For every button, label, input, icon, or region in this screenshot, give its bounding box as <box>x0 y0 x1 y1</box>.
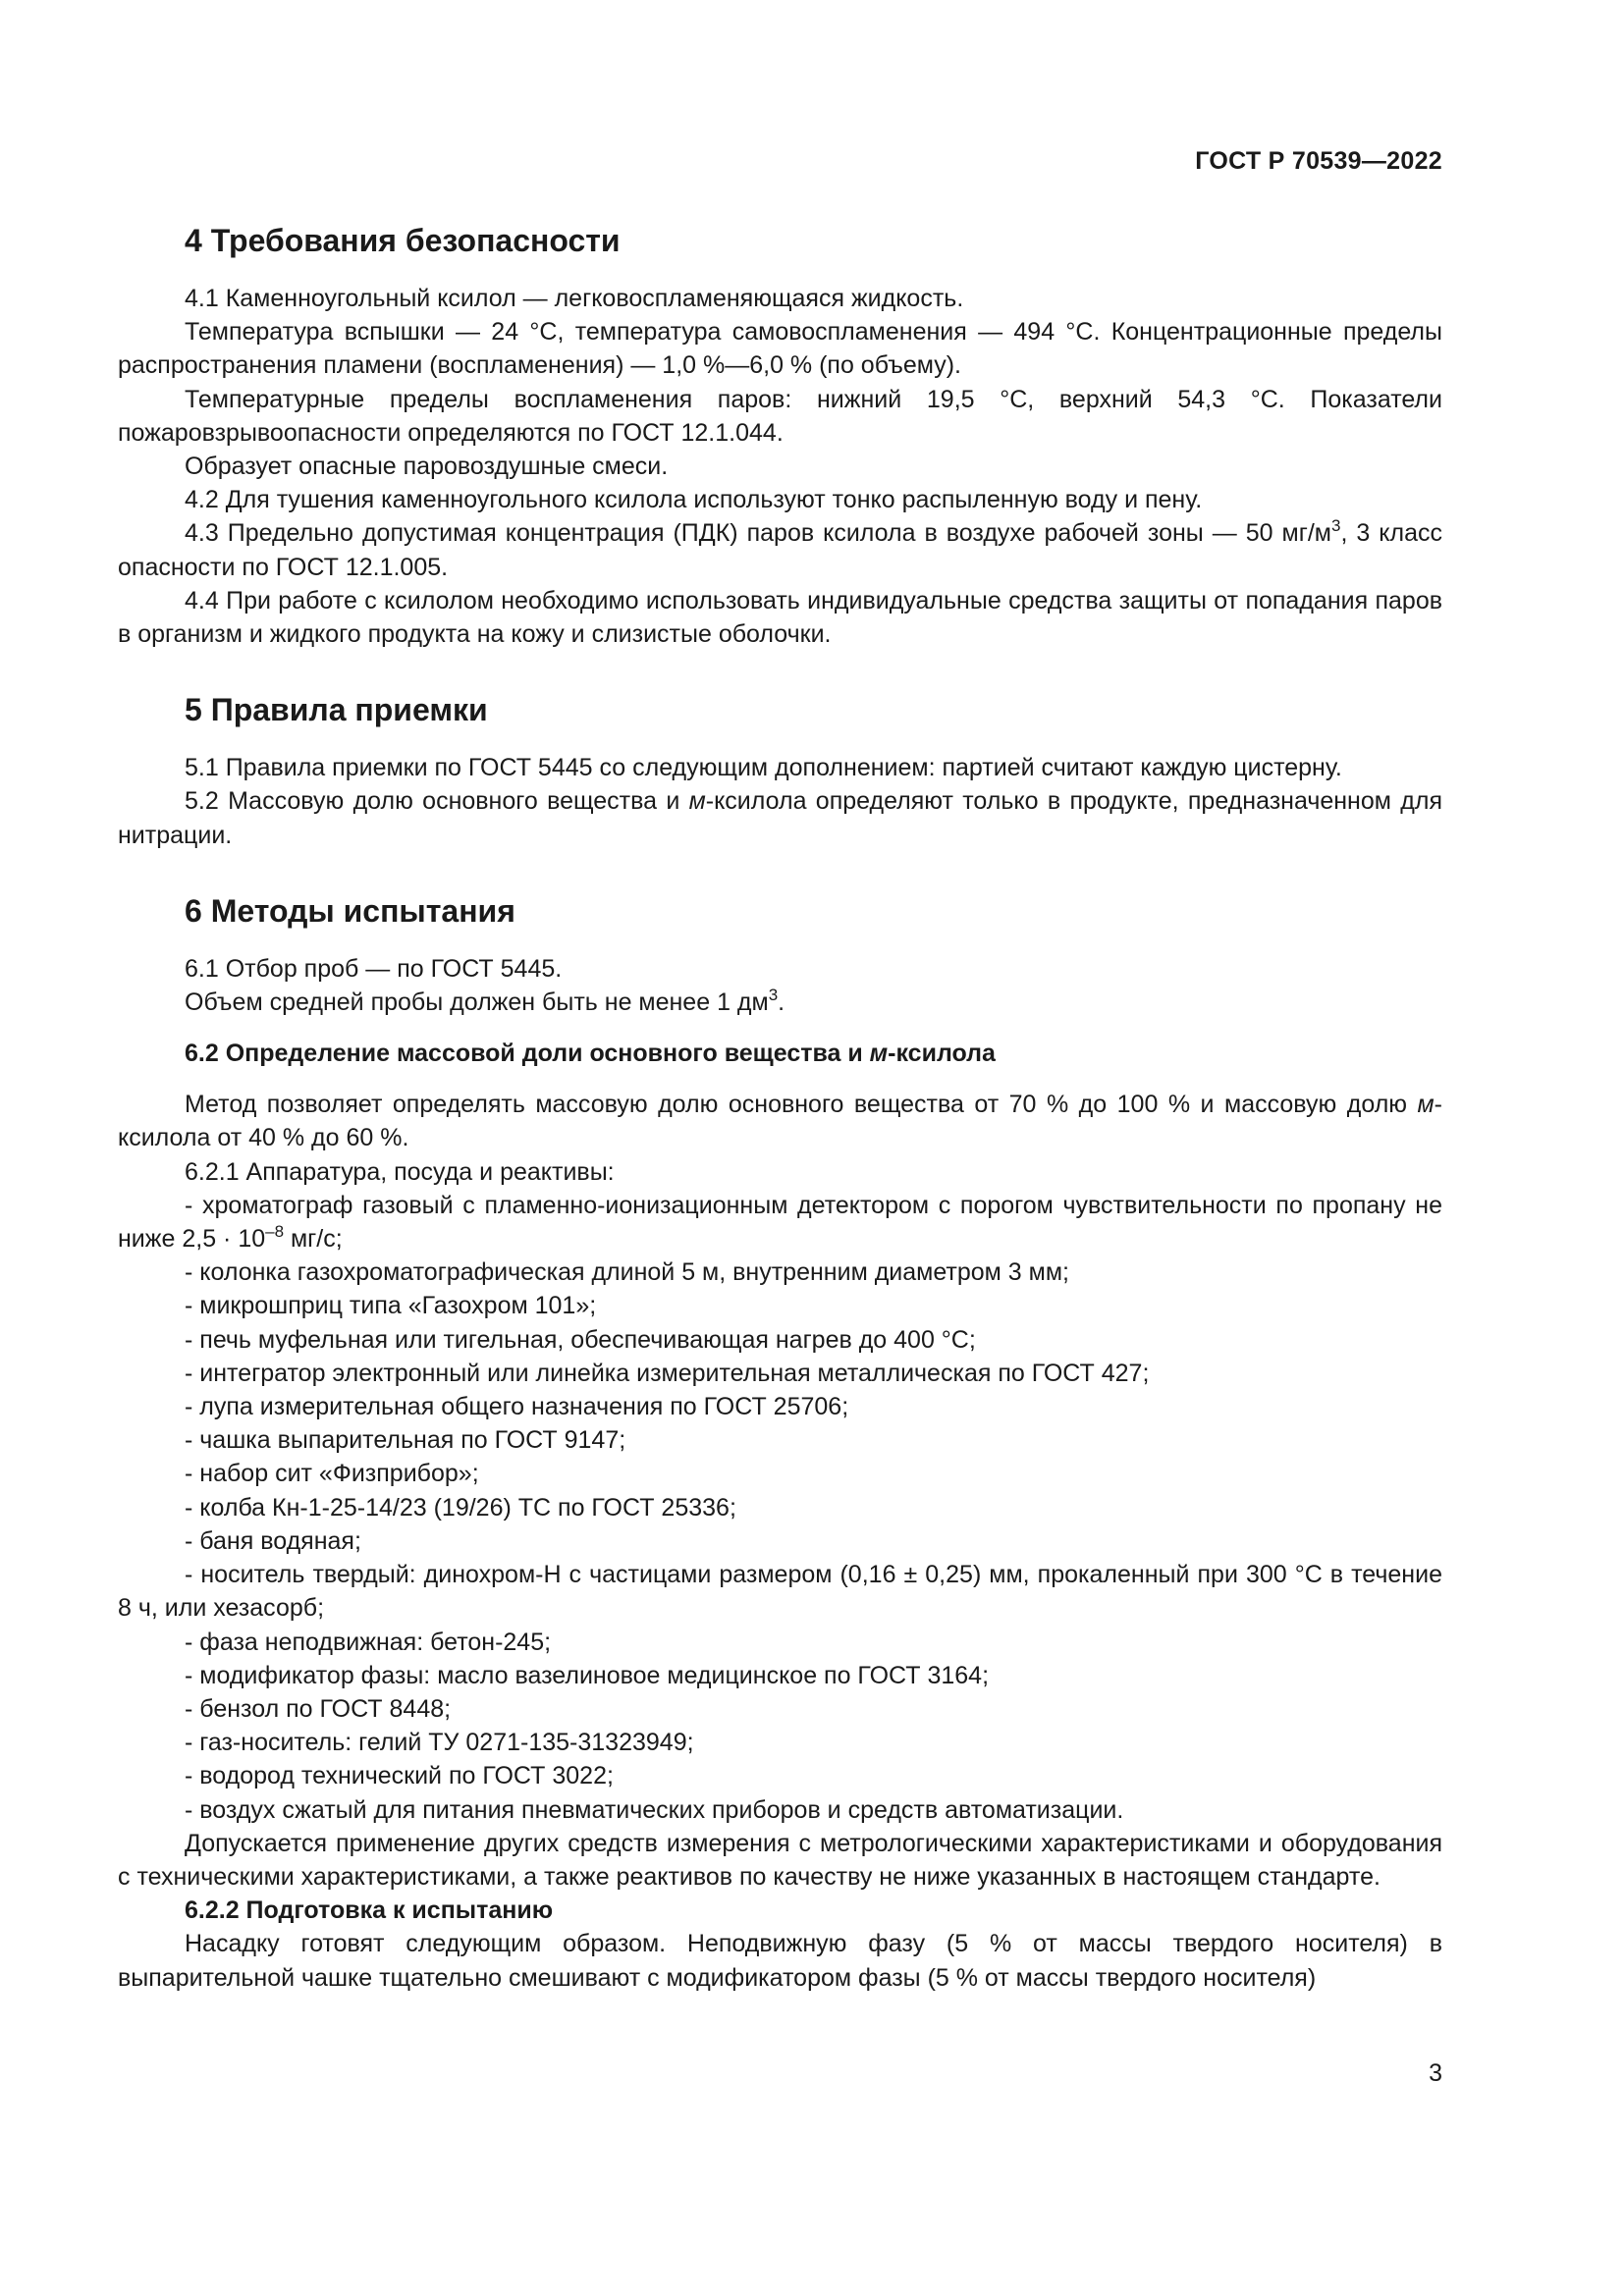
list-item: - хроматограф газовый с пламенно-ионизационным детектором с порогом чувствительности по пропану не ниже $2,5 \cdot 10^{-8}$ мг/с; <box>118 1189 1442 1255</box>
document-id: ГОСТ Р 70539—2022 <box>1195 147 1442 175</box>
page-number: 3 <box>1429 2059 1442 2087</box>
paragraph-6-1: 6.1 Отбор проб — по ГОСТ 5445. <box>185 954 563 983</box>
paragraph-5-2: 5.2 Массовую долю основного вещества и м-ксилола определяют только в продукте, предназначенном для нитрации. <box>118 787 1442 849</box>
section-4-safety <box>118 221 1442 651</box>
list-item: - воздух сжатый для питания пневматических приборов и средств автоматизации. <box>118 1793 1442 1827</box>
paragraph-substitutes-allowed: Допускается применение других средств измерения с метрологическими характеристиками и оборудования с техническими характеристиками, а также реактивов по качеству не ниже указанных в настоящем стандарте. <box>118 1829 1442 1891</box>
paragraph-flash-point: Температура вспышки — 24 °С, температура самовоспламенения — 494 °С. Концентрационные пределы распространения пламени (воспламенения) — 1,0 %—6,0 % (по объему). <box>118 318 1442 380</box>
list-item: - интегратор электронный или линейка измерительная металлическая по ГОСТ 427; <box>118 1357 1442 1390</box>
document-body <box>118 221 1442 1995</box>
list-item: - колба Кн-1-25-14/23 (19/26) ТС по ГОСТ 25336; <box>118 1491 1442 1524</box>
paragraph-method-scope: Метод позволяет определять массовую долю основного вещества от 70 % до 100 % и массовую долю м-ксилола от 40 % до 60 %. <box>118 1091 1442 1152</box>
list-item: - водород технический по ГОСТ 3022; <box>118 1759 1442 1792</box>
section-6-test-methods <box>118 891 1442 1995</box>
list-item: - фаза неподвижная: бетон-245; <box>118 1626 1442 1659</box>
list-item: - баня водяная; <box>118 1524 1442 1558</box>
paragraph-4-1: 4.1 Каменноугольный ксилол — легковоспламеняющаяся жидкость. <box>185 285 964 312</box>
paragraph-ignition-limits: Температурные пределы воспламенения паров: нижний 19,5 °С, верхний 54,3 °С. Показатели пожаровзрывоопасности определяются по ГОСТ 12.1.044. <box>118 385 1442 447</box>
list-item: - газ-носитель: гелий ТУ 0271-135-31323949; <box>118 1726 1442 1759</box>
paragraph-4-3: 4.3 Предельно допустимая концентрация (ПДК) паров ксилола в воздухе рабочей зоны — 50 $мг/м^3$, 3 класс опасности по ГОСТ 12.1.005. <box>118 516 1442 581</box>
list-item: - набор сит «Физприбор»; <box>118 1457 1442 1490</box>
paragraph-5-1: 5.1 Правила приемки по ГОСТ 5445 со следующим дополнением: партией считают каждую цистерну. <box>185 754 1342 782</box>
paragraph-sample-volume: Объем средней пробы должен быть не менее 1 $дм^3$. <box>185 986 785 1017</box>
subsection-6-2-title: 6.2 Определение массовой доли основного вещества и м-ксилола <box>185 1040 996 1068</box>
paragraph-6-2-1: 6.2.1 Аппаратура, посуда и реактивы: <box>185 1157 615 1186</box>
paragraph-4-2: 4.2 Для тушения каменноугольного ксилола используют тонко распыленную воду и пену. <box>185 486 1203 514</box>
paragraph-packing-preparation: Насадку готовят следующим образом. Неподвижную фазу (5 % от массы твердого носителя) в выпарительной чашке тщательно смешивают с модификатором фазы (5 % от массы твердого носителя) <box>118 1930 1442 1992</box>
paragraph-4-4: 4.4 При работе с ксилолом необходимо использовать индивидуальные средства защиты от попадания паров в организм и жидкого продукта на кожу и слизистые оболочки. <box>118 586 1442 649</box>
section-5-title: 5 Правила приемки <box>185 692 488 728</box>
section-4-title: 4 Требования безопасности <box>185 223 621 258</box>
list-item: - лупа измерительная общего назначения по ГОСТ 25706; <box>118 1390 1442 1423</box>
paragraph-vapor-mixtures: Образует опасные паровоздушные смеси. <box>185 453 669 481</box>
list-item: - печь муфельная или тигельная, обеспечивающая нагрев до 400 °С; <box>118 1323 1442 1357</box>
list-item: - чашка выпарительная по ГОСТ 9147; <box>118 1423 1442 1457</box>
section-5-acceptance <box>118 690 1442 852</box>
section-6-title: 6 Методы испытания <box>185 892 515 929</box>
list-item: - бензол по ГОСТ 8448; <box>118 1692 1442 1726</box>
list-item: - колонка газохроматографическая длиной 5 м, внутренним диаметром 3 мм; <box>118 1255 1442 1289</box>
subsection-6-2-2-title: 6.2.2 Подготовка к испытанию <box>185 1896 554 1925</box>
list-item: - микрошприц типа «Газохром 101»; <box>118 1289 1442 1322</box>
list-item: - носитель твердый: динохром-Н с частицами размером (0,16 ± 0,25) мм, прокаленный при 300 °С в течение 8 ч, или хезасорб; <box>118 1558 1442 1625</box>
list-item: - модификатор фазы: масло вазелиновое медицинское по ГОСТ 3164; <box>118 1659 1442 1692</box>
equipment-list <box>118 1189 1442 1827</box>
